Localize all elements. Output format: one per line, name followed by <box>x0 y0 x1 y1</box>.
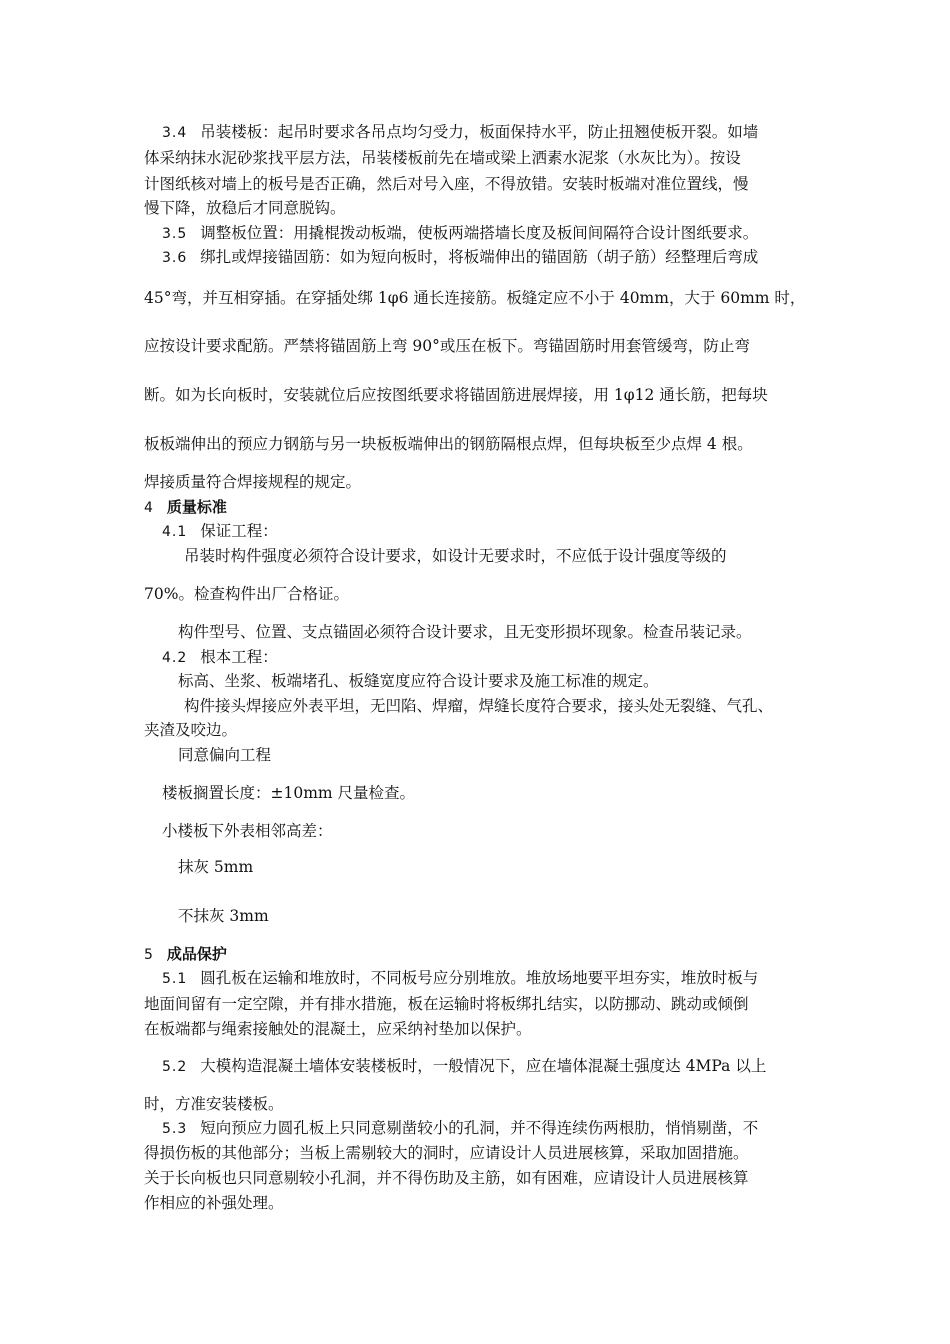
section-3-6-line-6: 焊接质量符合焊接规程的规定。 <box>144 473 362 491</box>
section-3-5-line-1: 3.5 调整板位置：用撬棍拨动板端，使板两端搭墙长度及板间间隔符合设计图纸要求。 <box>162 224 759 242</box>
section-4-title: 质量标准 <box>166 498 227 516</box>
section-3-6-line-5: 板板端伸出的预应力钢筋与另一块板板端伸出的钢筋隔根点焊，但每块板至少点焊 4 根。 <box>144 435 753 453</box>
section-3-4-line-3: 计图纸核对墙上的板号是否正确，然后对号入座，不得放错。安装时板端对准位置线，慢 <box>144 175 749 193</box>
section-4-1-heading: 4.1 保证工程： <box>162 522 278 540</box>
section-5-1-line-3: 在板端都与绳索接触处的混凝土，应采纳衬垫加以保护。 <box>144 1020 532 1038</box>
section-3-4-line-4: 慢下降，放稳后才同意脱钩。 <box>144 199 346 217</box>
section-5-1-number: 5.1 <box>162 971 188 987</box>
section-4-2-heading: 4.2 根本工程： <box>162 648 278 666</box>
section-5-heading: 5 成品保护 <box>144 945 227 963</box>
section-4-2-para-2-line-2: 夹渣及咬边。 <box>144 721 238 739</box>
section-5-3-line-3: 关于长向板也只同意剔较小孔洞，并不得伤助及主筋，如有困难，应请设计人员进展核算 <box>144 1169 749 1187</box>
section-5-3-line-4: 作相应的补强处理。 <box>144 1194 284 1212</box>
plastered-tolerance: 抹灰 5mm <box>178 858 254 876</box>
section-3-4-line-1: 3.4 吊装楼板：起吊时要求各吊点均匀受力，板面保持水平，防止扭翘使板开裂。如墙 <box>162 123 759 141</box>
section-3-6-number: 3.6 <box>162 250 188 266</box>
section-4-1-para-1-line-1: 吊装时构件强度必须符合设计要求，如设计无要求时，不应低于设计强度等级的 <box>184 547 727 565</box>
section-5-2-line-1: 5.2 大模构造混凝土墙体安装楼板时，一般情况下，应在墙体混凝土强度达 4MPa 以上 <box>162 1057 767 1075</box>
section-5-2-number: 5.2 <box>162 1059 188 1075</box>
section-5-3-number: 5.3 <box>162 1121 188 1137</box>
section-4-2-para-2-line-1: 构件接头焊接应外表平坦，无凹陷、焊瘤，焊缝长度符合要求，接头处无裂缝、气孔、 <box>184 697 774 715</box>
section-5-2-line-2: 时，方准安装楼板。 <box>144 1095 284 1113</box>
section-5-3-line-1: 5.3 短向预应力圆孔板上只同意剔凿较小的孔洞，并不得连续伤两根肋，悄悄剔凿，不 <box>162 1119 759 1137</box>
section-4-1-number: 4.1 <box>162 524 188 540</box>
section-5-3-line-2: 得损伤板的其他部分；当板上需剔较大的洞时，应请设计人员进展核算，采取加固措施。 <box>144 1144 749 1162</box>
section-3-4-line-2: 体采纳抹水泥砂浆找平层方法，吊装楼板前先在墙或梁上洒素水泥浆（水灰比为）。按设 <box>144 149 741 167</box>
unplastered-tolerance: 不抹灰 3mm <box>178 907 269 925</box>
section-4-heading: 4 质量标准 <box>144 498 227 516</box>
section-5-1-line-2: 地面间留有一定空隙，并有排水措施，板在运输时将板绑扎结实，以防挪动、跳动或倾倒 <box>144 995 749 1013</box>
section-5-title: 成品保护 <box>166 945 227 963</box>
section-4-2-para-1: 标高、坐浆、板端堵孔、板缝宽度应符合设计要求及施工标准的规定。 <box>178 672 659 690</box>
section-3-6-line-4: 断。如为长向板时，安装就位后应按图纸要求将锚固筋进展焊接，用 1φ12 通长筋，把每块 <box>144 386 768 404</box>
section-4-1-para-2: 构件型号、位置、支点锚固必须符合设计要求，且无变形损坏现象。检查吊装记录。 <box>178 623 752 641</box>
section-3-6-line-1: 3.6 绑扎或焊接锚固筋：如为短向板时，将板端伸出的锚固筋（胡子筋）经整理后弯成 <box>162 248 759 266</box>
section-3-6-line-3: 应按设计要求配筋。严禁将锚固筋上弯 90°或压在板下。弯锚固筋时用套管缓弯，防止弯 <box>144 337 750 355</box>
section-4-1-para-1-line-2: 70%。检查构件出厂合格证。 <box>144 585 349 603</box>
slab-bearing-length: 楼板搁置长度：±10mm 尺量检查。 <box>162 784 416 802</box>
section-3-5-number: 3.5 <box>162 226 188 242</box>
slab-underside-height-diff: 小楼板下外表相邻高差： <box>162 822 333 840</box>
allowed-deviation-title: 同意偏向工程 <box>178 746 272 764</box>
section-4-2-number: 4.2 <box>162 650 188 666</box>
section-5-1-line-1: 5.1 圆孔板在运输和堆放时，不同板号应分别堆放。堆放场地要平坦夯实，堆放时板与 <box>162 969 759 987</box>
section-3-4-number: 3.4 <box>162 125 188 141</box>
section-3-6-line-2: 45°弯，并互相穿插。在穿插处绑 1φ6 通长连接筋。板缝定应不小于 40mm，大于 60mm 时， <box>144 289 806 307</box>
